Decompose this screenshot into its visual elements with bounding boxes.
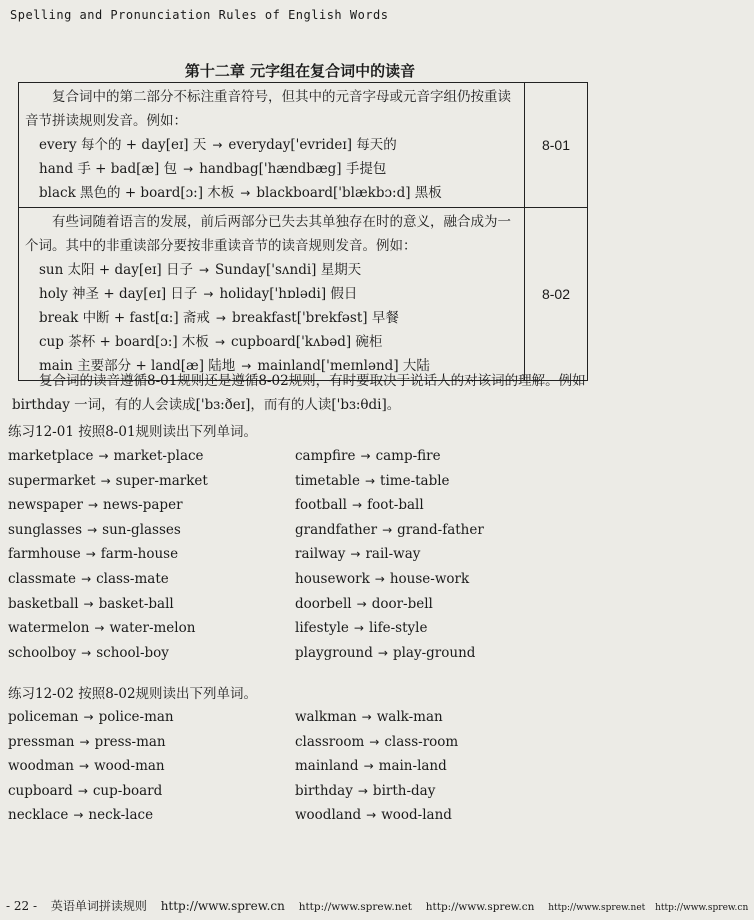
example-row	[25, 133, 518, 157]
example-components: main 主要部分 + land[æ] 陆地	[39, 358, 236, 374]
compound-word: railway	[295, 546, 346, 563]
split-word: school-boy	[96, 644, 169, 661]
example-compound: blackboard['blækbɔ:d] 黑板	[256, 185, 442, 201]
compound-word: football	[295, 497, 348, 514]
split-word: cup-board	[92, 782, 163, 799]
running-head: Spelling and Pronunciation Rules of English Words	[10, 8, 389, 22]
split-word: camp-fire	[375, 448, 441, 464]
footer-url-2[interactable]: http://www.sprew.net	[298, 901, 412, 913]
arrow-icon: →	[364, 473, 376, 488]
arrow-icon: →	[73, 808, 84, 823]
arrow-icon: →	[357, 783, 368, 798]
split-word: life-style	[368, 620, 428, 637]
compound-word: campfire	[295, 448, 356, 464]
word-pair	[295, 518, 588, 543]
arrow-icon: →	[214, 335, 225, 349]
word-pair	[295, 641, 588, 666]
split-word: sun-glasses	[102, 521, 181, 538]
word-pair	[295, 493, 588, 518]
example-row	[25, 181, 518, 205]
example-compound: holiday['hɒlədi] 假日	[219, 286, 358, 302]
split-word: wood-man	[94, 758, 165, 775]
rule-description: 复合词中的第二部分不标注重音符号，但其中的元音字母或元音字组仍按重读音节拼读规则发音。例如：	[25, 89, 511, 129]
footer-url-5[interactable]: http://www.sprew.cn	[655, 903, 749, 913]
arrow-icon: →	[183, 162, 194, 176]
arrow-icon: →	[81, 645, 92, 660]
arrow-icon: →	[377, 645, 388, 660]
rules-table	[18, 82, 588, 381]
arrow-icon: →	[352, 498, 363, 513]
arrow-icon: →	[366, 808, 377, 823]
compound-word: classmate	[8, 570, 77, 587]
compound-word: woodman	[8, 758, 74, 775]
arrow-icon: →	[87, 522, 98, 537]
arrow-icon: →	[83, 710, 94, 724]
arrow-icon: →	[94, 621, 105, 636]
exercise-2-word-grid	[8, 705, 588, 828]
arrow-icon: →	[98, 449, 109, 463]
arrow-icon: →	[382, 522, 393, 537]
example-components: sun 太阳 + day[eɪ] 日子	[39, 262, 193, 278]
compound-word: playground	[295, 644, 373, 661]
word-pair	[8, 493, 295, 518]
word-pair	[8, 542, 295, 567]
rule-description: 有些词随着语言的发展，前后两部分已失去其单独存在时的意义，融合成为一个词。其中的非重读部分要按非重读音节的读音规则发音。例如：	[25, 214, 511, 254]
compound-word: doorbell	[295, 595, 352, 612]
example-components: every 每个的 + day[eɪ] 天	[39, 137, 207, 153]
example-compound: everyday['evrideɪ] 每天的	[228, 137, 397, 153]
example-row	[25, 258, 518, 282]
split-word: market-place	[113, 448, 204, 464]
example-components: hand 手 + bad[æ] 包	[39, 161, 178, 177]
compound-word: pressman	[8, 733, 75, 750]
example-compound: breakfast['brekfəst] 早餐	[231, 310, 399, 326]
split-word: class-room	[384, 733, 459, 750]
arrow-icon: →	[350, 547, 361, 562]
word-pair	[295, 705, 588, 730]
word-pair	[8, 705, 295, 730]
example-components: holy 神圣 + day[eɪ] 日子	[39, 286, 198, 302]
rule-code: 8-02	[541, 286, 571, 302]
example-compound: mainland['meɪnlənd] 大陆	[257, 358, 430, 374]
word-pair	[295, 730, 588, 755]
split-word: basket-ball	[98, 595, 174, 612]
compound-word: newspaper	[8, 497, 83, 514]
arrow-icon: →	[198, 263, 210, 277]
rule-body	[19, 83, 525, 207]
footer-url-1[interactable]: http://www.sprew.cn	[160, 899, 285, 913]
compound-word: walkman	[295, 709, 357, 725]
word-pair	[295, 779, 588, 804]
compound-word: timetable	[295, 472, 360, 489]
compound-word: watermelon	[8, 620, 90, 637]
compound-word: marketplace	[8, 448, 94, 464]
word-pair	[295, 616, 588, 641]
footer-url-3[interactable]: http://www.sprew.cn	[425, 901, 535, 913]
arrow-icon: →	[203, 287, 214, 301]
arrow-icon: →	[240, 186, 251, 200]
footer-url-4[interactable]: http://www.sprew.net	[548, 903, 646, 913]
arrow-icon: →	[77, 783, 88, 798]
split-word: class-mate	[96, 570, 169, 587]
word-pair	[295, 444, 588, 469]
word-pair	[295, 803, 588, 828]
arrow-icon: →	[360, 449, 371, 463]
example-components: cup 茶杯 + board[ɔ:] 木板	[39, 334, 209, 350]
example-compound: handbag['hændbæg] 手提包	[199, 161, 387, 177]
arrow-icon: →	[361, 710, 372, 724]
exercise-2-title: 练习12-02 按照8-02规则读出下列单词。	[8, 686, 258, 702]
example-components: break 中断 + fast[ɑ:] 斋戒	[39, 310, 210, 326]
split-word: door-bell	[371, 595, 433, 612]
rule-block	[19, 83, 587, 208]
split-word: farm-house	[100, 546, 179, 563]
example-row	[25, 330, 518, 354]
rule-body	[19, 208, 525, 380]
word-pair	[8, 592, 295, 617]
arrow-icon: →	[79, 734, 90, 749]
word-pair	[8, 567, 295, 592]
word-pair	[8, 730, 295, 755]
arrow-icon: →	[353, 621, 364, 636]
split-word: neck-lace	[88, 807, 154, 824]
compound-word: necklace	[8, 807, 69, 824]
word-pair	[295, 469, 588, 494]
exercise-1-word-grid	[8, 444, 588, 665]
example-compound: Sunday['sʌndi] 星期天	[215, 262, 362, 278]
arrow-icon: →	[215, 311, 226, 325]
arrow-icon: →	[212, 138, 223, 152]
example-row	[25, 306, 518, 330]
split-word: birth-day	[372, 782, 436, 799]
arrow-icon: →	[356, 596, 367, 611]
rule-block	[19, 208, 587, 380]
arrow-icon: →	[85, 547, 96, 562]
split-word: house-work	[389, 570, 470, 587]
split-word: wood-land	[381, 807, 452, 824]
arrow-icon: →	[363, 759, 374, 774]
chapter-title: 第十二章 元字组在复合词中的读音	[184, 62, 416, 80]
split-word: walk-man	[376, 709, 443, 725]
arrow-icon: →	[100, 473, 111, 488]
compound-word: farmhouse	[8, 546, 81, 563]
split-word: foot-ball	[367, 497, 424, 514]
split-word: main-land	[378, 758, 447, 775]
word-pair	[8, 518, 295, 543]
arrow-icon: →	[369, 734, 380, 749]
split-word: play-ground	[392, 644, 476, 661]
compound-word: lifestyle	[295, 620, 349, 637]
word-pair	[8, 779, 295, 804]
page-footer	[6, 897, 754, 914]
arrow-icon: →	[83, 596, 94, 611]
arrow-icon: →	[87, 498, 99, 513]
arrow-icon: →	[79, 759, 90, 774]
compound-word: woodland	[295, 807, 362, 824]
compound-word: classroom	[295, 733, 365, 750]
word-pair	[8, 803, 295, 828]
book-title: 英语单词拼读规则	[50, 899, 147, 913]
word-pair	[295, 754, 588, 779]
split-word: water-melon	[109, 620, 196, 637]
word-pair	[8, 641, 295, 666]
split-word: news-paper	[103, 497, 183, 514]
split-word: police-man	[98, 709, 174, 725]
arrow-icon: →	[374, 571, 385, 586]
word-pair	[8, 754, 295, 779]
arrow-icon: →	[241, 359, 252, 373]
example-compound: cupboard['kʌbəd] 碗柜	[231, 334, 383, 350]
compound-word: sunglasses	[8, 521, 83, 538]
word-pair	[8, 616, 295, 641]
explanation-paragraph: 复合词的读音遵循8-01规则还是遵循8-02规则，有时要取决于说话人的对该词的理解。例如 birthday 一词，有的人会读成['bɜ:ðeɪ]，而有的人读['bɜ:θdi]。	[12, 373, 586, 413]
compound-word: housework	[295, 570, 370, 587]
compound-word: cupboard	[8, 782, 73, 799]
split-word: super-market	[115, 472, 208, 489]
page-number: - 22 -	[6, 899, 38, 913]
word-pair	[295, 567, 588, 592]
example-components: black 黑色的 + board[ɔ:] 木板	[39, 185, 235, 201]
example-row	[25, 157, 518, 181]
compound-word: grandfather	[295, 521, 378, 538]
split-word: rail-way	[365, 546, 421, 563]
compound-word: policeman	[8, 709, 79, 725]
arrow-icon: →	[81, 571, 92, 586]
rule-code: 8-01	[541, 137, 571, 153]
compound-word: supermarket	[8, 472, 96, 489]
compound-word: birthday	[295, 782, 353, 799]
exercise-1-title: 练习12-01 按照8-01规则读出下列单词。	[8, 424, 258, 440]
example-row	[25, 282, 518, 306]
split-word: grand-father	[397, 521, 484, 538]
split-word: press-man	[94, 733, 166, 750]
word-pair	[8, 469, 295, 494]
compound-word: mainland	[295, 758, 359, 775]
word-pair	[295, 542, 588, 567]
split-word: time-table	[380, 472, 450, 489]
compound-word: basketball	[8, 595, 79, 612]
compound-word: schoolboy	[8, 644, 77, 661]
word-pair	[8, 444, 295, 469]
word-pair	[295, 592, 588, 617]
